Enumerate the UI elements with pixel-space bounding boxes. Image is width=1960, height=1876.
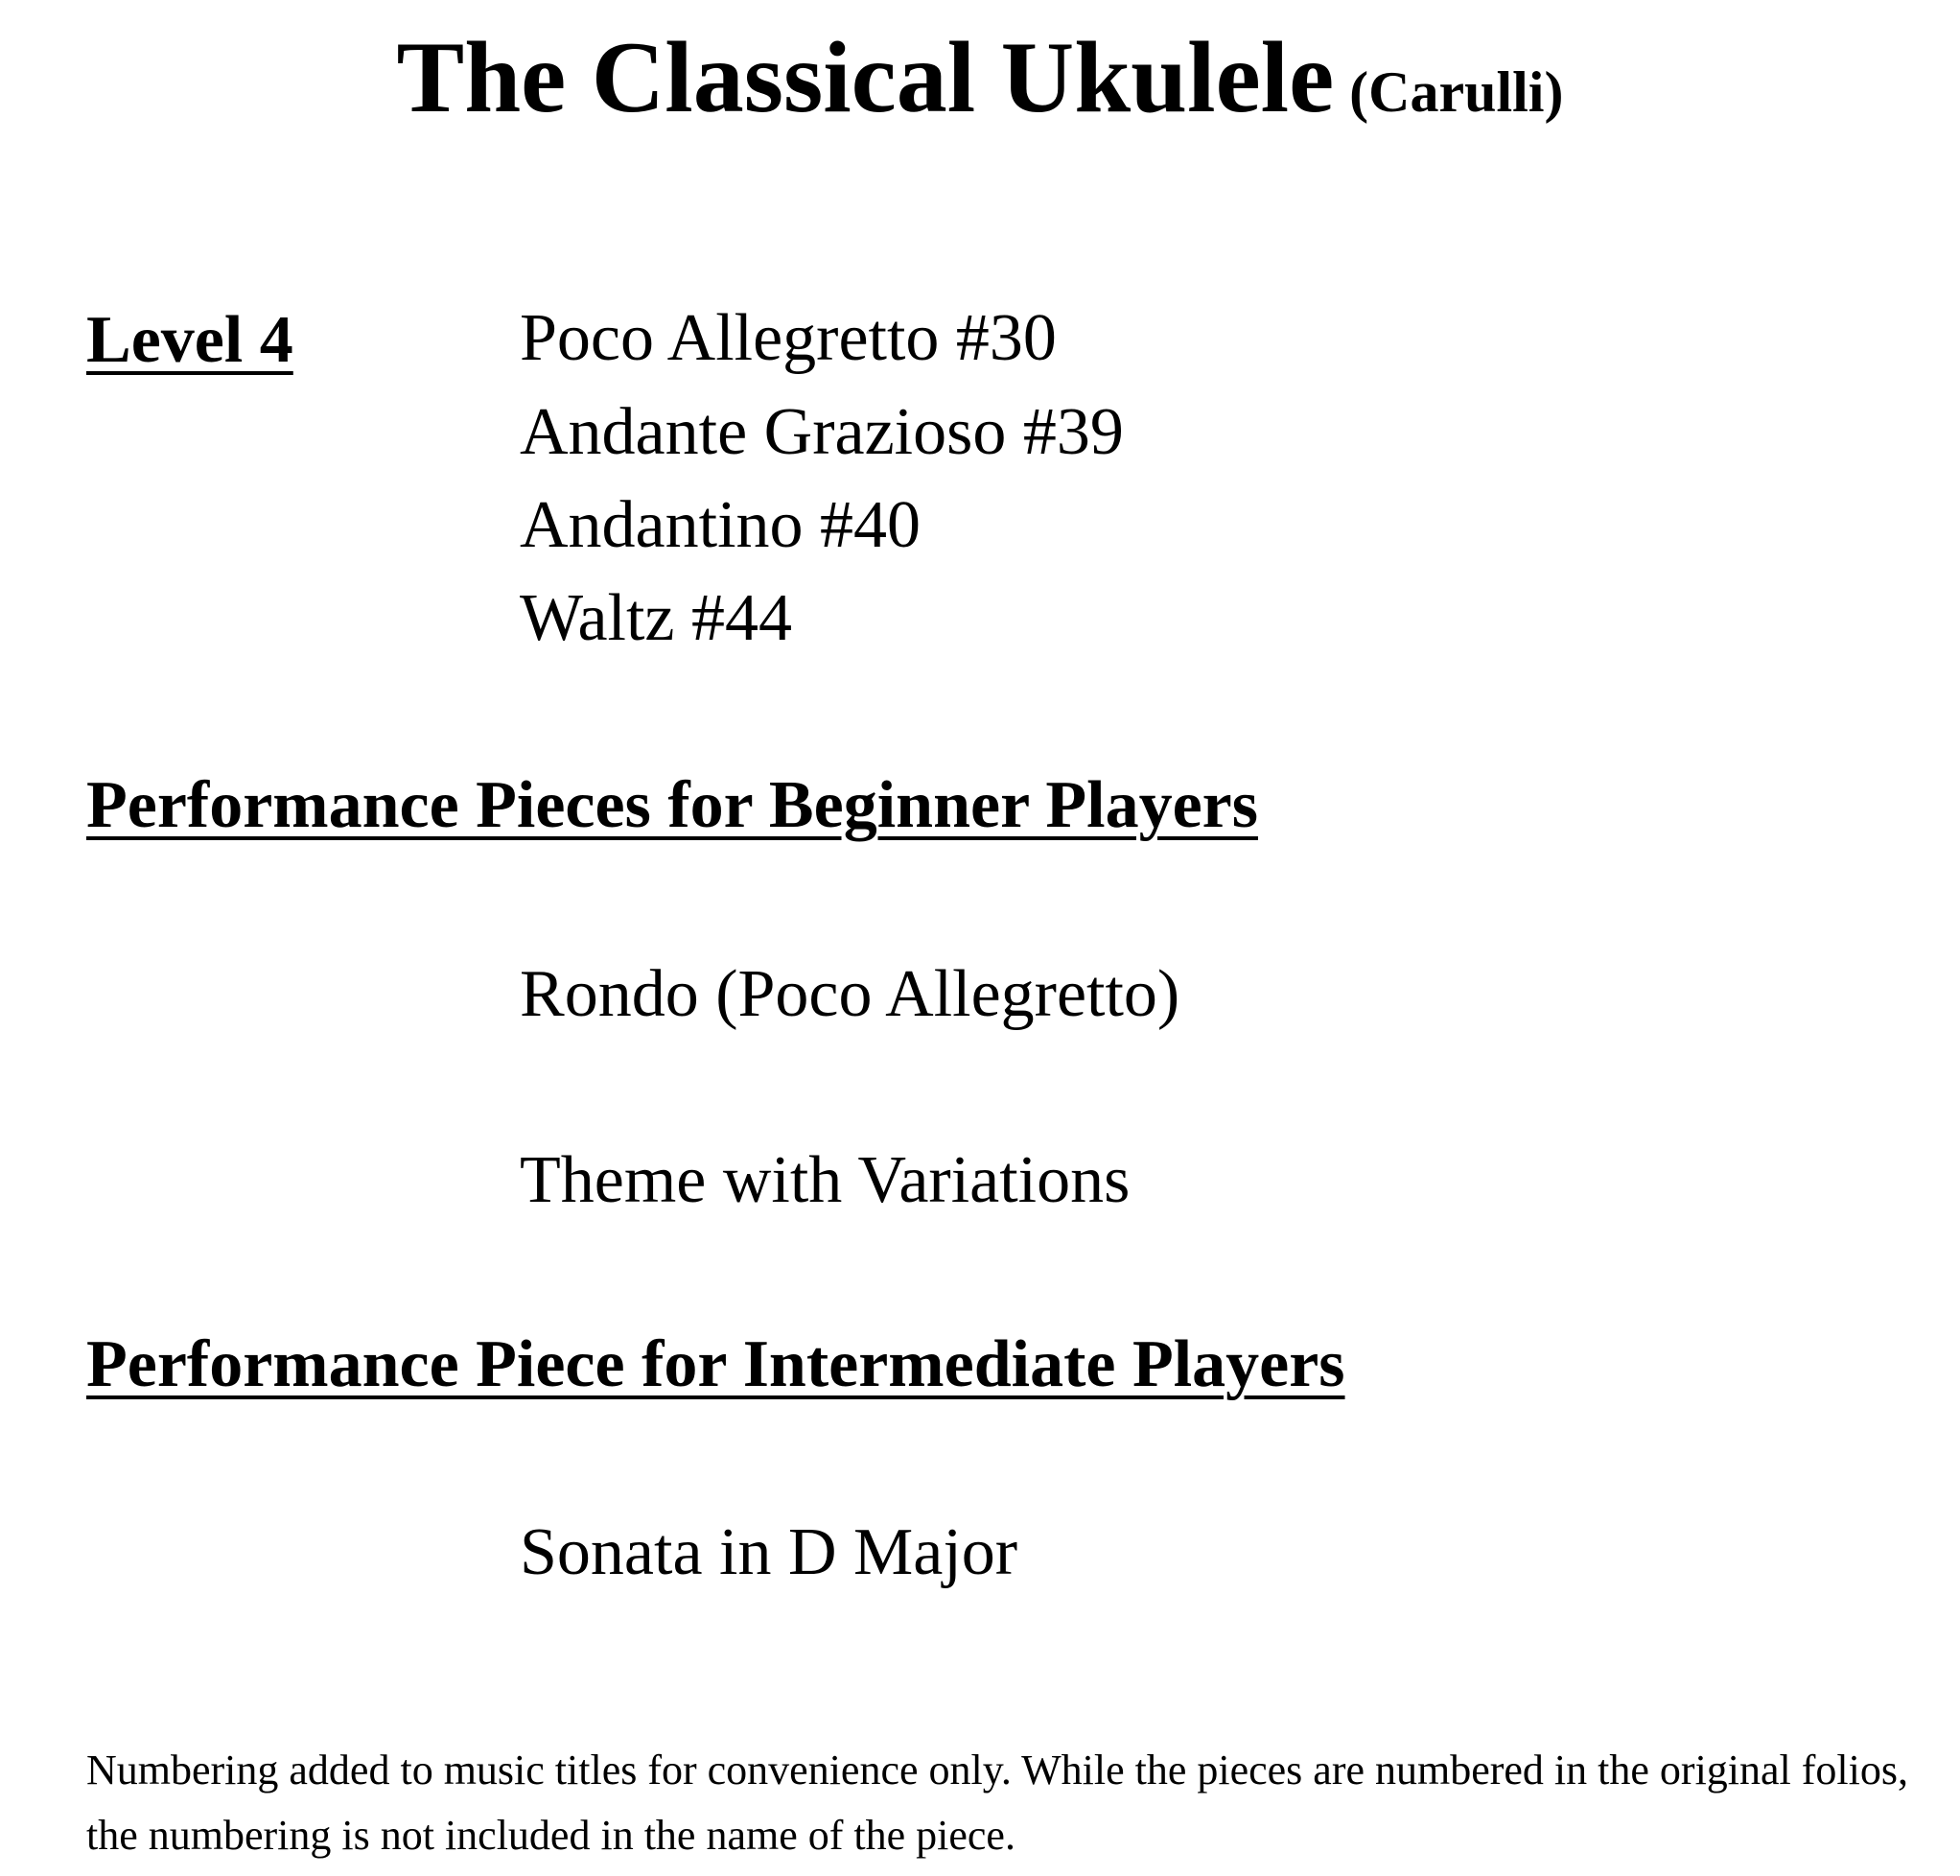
- piece-item: Theme with Variations: [520, 1143, 1131, 1217]
- piece-item: Waltz #44: [520, 581, 792, 655]
- piece-item: Andante Grazioso #39: [520, 395, 1124, 469]
- piece-item: Andantino #40: [520, 488, 922, 562]
- title-suffix: (Carulli): [1349, 60, 1564, 124]
- page-title: [0, 19, 1960, 136]
- title-main: The Classical Ukulele: [396, 21, 1335, 133]
- piece-item: Rondo (Poco Allegretto): [520, 957, 1180, 1031]
- intermediate-section-heading: Performance Piece for Intermediate Players: [86, 1327, 1345, 1401]
- piece-item: Sonata in D Major: [520, 1515, 1018, 1589]
- piece-item: Poco Allegretto #30: [520, 301, 1057, 375]
- footnote: Numbering added to music titles for convenience only. While the pieces are numbered in the original folios, the numbering is not included in the name of the piece.: [86, 1747, 1908, 1859]
- level-4-heading: Level 4: [86, 303, 293, 377]
- beginner-section-heading: Performance Pieces for Beginner Players: [86, 768, 1258, 842]
